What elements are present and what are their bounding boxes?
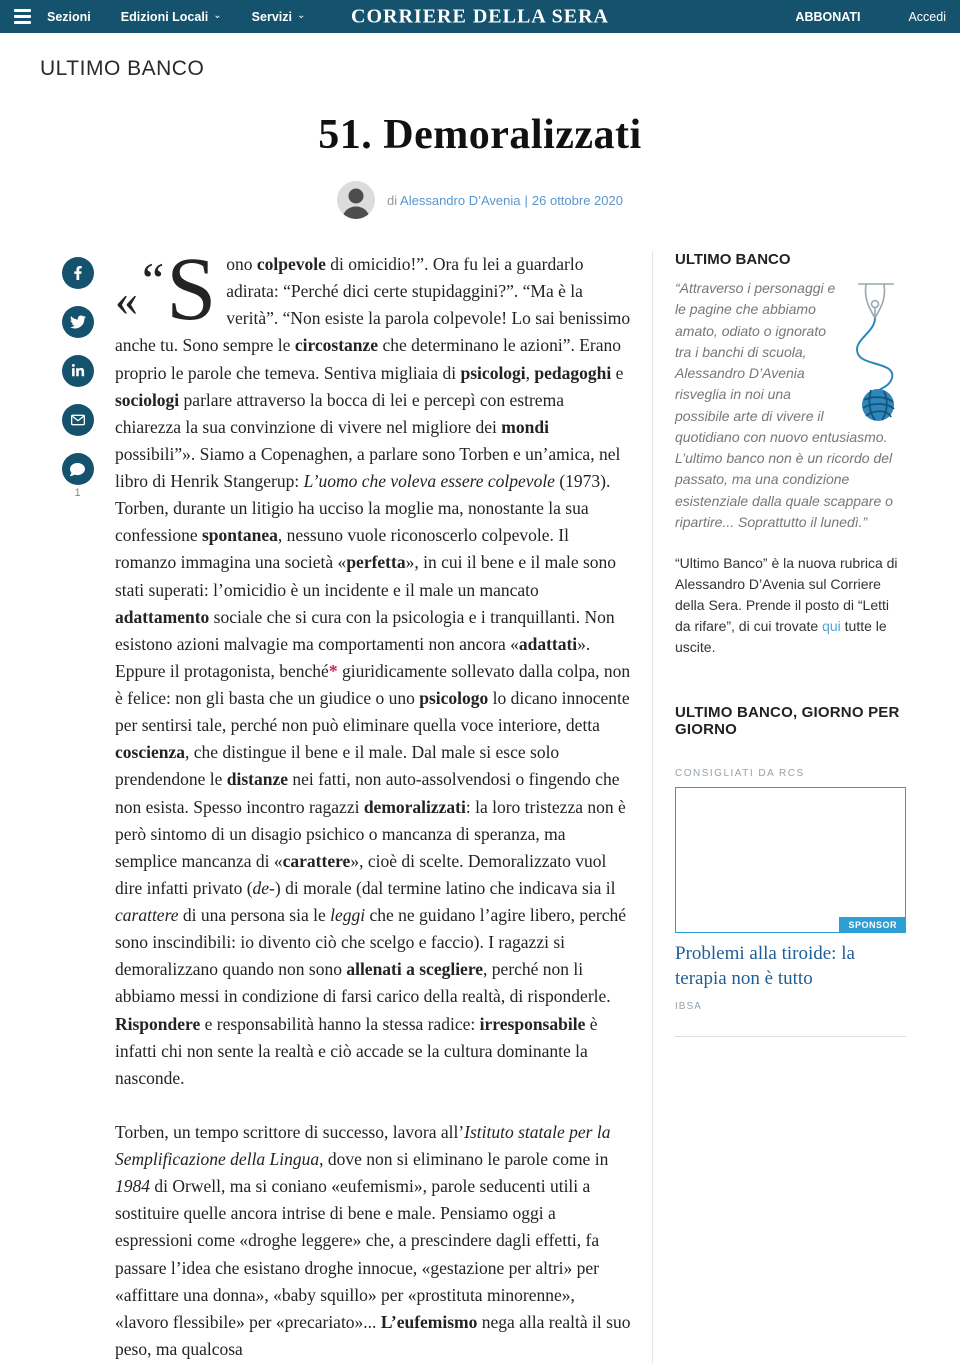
about-text-after: tutte le uscite. [675, 618, 887, 656]
author-link[interactable]: Alessandro D’Avenia [400, 192, 521, 208]
nav-item-servizi[interactable] [252, 10, 306, 24]
chevron-down-icon: ⌄ [213, 10, 222, 21]
top-navigation-bar [0, 0, 960, 33]
ad-kicker: CONSIGLIATI DA RCS [675, 768, 805, 780]
drop-cap-letter: S [166, 240, 217, 339]
qui-link[interactable]: qui [822, 618, 841, 635]
linkedin-share-button[interactable] [62, 355, 94, 387]
byline [40, 181, 920, 219]
drop-cap [115, 240, 217, 339]
facebook-share-button[interactable] [62, 257, 94, 289]
page-container [0, 57, 960, 1363]
comments-widget [62, 453, 94, 499]
sponsored-content-block [675, 768, 906, 1036]
content-row [40, 240, 920, 1363]
sidebar-section-heading: ULTIMO BANCO, GIORNO PER GIORNO [675, 704, 900, 739]
article-paragraph [115, 240, 632, 1092]
author-portrait-placeholder [337, 181, 375, 219]
nav-item-sezioni[interactable] [47, 10, 91, 24]
comment-count[interactable]: 1 [74, 487, 81, 499]
comments-icon [70, 462, 85, 477]
byline-prefix: di [387, 192, 398, 208]
linkedin-icon [71, 364, 85, 378]
rubric-title: ULTIMO BANCO [675, 251, 791, 268]
corriere-della-sera-logo[interactable]: CORRIERE DELLA SERA [351, 5, 609, 27]
section-eyebrow[interactable]: ULTIMO BANCO [40, 57, 205, 80]
email-share-button[interactable] [62, 404, 94, 436]
accedi-link[interactable]: Accedi [908, 9, 946, 24]
facebook-icon [71, 266, 85, 280]
sidebar-divider [675, 1036, 906, 1037]
nav-left-group [14, 9, 305, 24]
paragraph-text: ono colpevole di omicidio!”. Ora fu lei a guardarlo adirata: “Perché dici certe stupidaggini?”. “Ma è la verità”. “Non esiste la parola colpevole! Lo sai benissimo anche tu. Sono sempre le circostanze che determinano le azioni”. Erano proprio le parole che temeva. Sentiva migliaia di psicologi, pedagoghi e sociologi parlare attraverso la bocca di lei e percepì con estrema chiarezza la sua convinzione di vivere nel migliore dei mondi possibili”». Siamo a Copenaghen, a parlare sono Torben e un’amica, nel libro di Henrik Stangerup: L’uomo che voleva essere colpevole (1973). Torben, durante un litigio ha ucciso la moglie ma, nonostante la sua confessione spontanea, nessuno vuole riconoscerlo colpevole. Il romanzo immagina una società «perfetta», in cui il bene e il male sono stati superati: l’omicidio è un incidente e il male un mancato adattamento sociale che si cura con la psicologia e i tranquillanti. Non esistono azioni malvagie ma comportamenti non ancora «adattati». Eppure il protagonista, benché* giuridicamente sollevato dalla colpa, non è felice: non gli basta che un giudice o uno psicologo lo dicano innocente per sentirsi tale, perché non può eliminare quella voce interiore, detta coscienza, che distingue il bene e il male. Dal male si esce solo prendendone le distanze nei fatti, non auto-assolvendosi o fingendo che non esista. Spesso incontro ragazzi demoralizzati: la loro tristezza non è però sintomo di un disagio psichico o mancanza di speranza, ma semplice mancanza di «carattere», cioè di scelte. Demoralizzato vuol dire infatti privato (de-) di morale (dal termine latino che indicava sia il carattere di una persona sia le leggi che ne guidano l’agire libero, perché sono inscindibili: io divento ciò che scelgo e faccio). I ragazzi si demoralizzano quando non sono allenati a scegliere, perché non li abbiamo messi in condizione di farsi carico della realtà, di risponderle. Rispondere e responsabilità hanno la stessa radice: irresponsabile è infatti chi non sente la realtà e ciò accade se la cultura dominante la nasconde. [115, 254, 631, 1088]
nav-right-group [795, 10, 946, 24]
email-icon [70, 412, 86, 428]
author-avatar[interactable] [337, 181, 375, 219]
chevron-down-icon: ⌄ [296, 10, 306, 21]
open-quote: “ [142, 252, 165, 308]
article-title: 51. Demoralizzati [318, 112, 642, 158]
about-text-before: “Ultimo Banco” è la nuova rubrica di Alessandro D’Avenia sul Corriere della Sera. Prende il posto di “Letti da rifare”, di cui trovate [675, 555, 898, 635]
twitter-icon [70, 314, 86, 330]
twitter-share-button[interactable] [62, 306, 94, 338]
nav-sezioni-label: Sezioni [47, 9, 91, 24]
nav-edizioni-label: Edizioni Locali [120, 9, 209, 24]
open-guillemet: « [115, 274, 138, 325]
ad-advertiser-name: IBSA [675, 1000, 702, 1012]
comments-button[interactable] [62, 453, 94, 485]
byline-separator: | [524, 192, 528, 208]
article-body [115, 240, 632, 1363]
byline-text [387, 193, 623, 208]
nav-item-edizioni-locali[interactable] [121, 10, 222, 24]
article-paragraph: Torben, un tempo scrittore di successo, lavora all’Istituto statale per la Semplificazione della Lingua, dove non si eliminano le parole come in 1984 di Orwell, ma si coniano «eufemismi», parole seducenti utili a sostituire quelle ancora intrise di bene e male. Pensiamo oggi a espressioni come «droghe leggere» che, a prescindere dagli effetti, fa passare l’idea che esistano droghe innocue, «gestazione per altri» per «affittare una donna», «baby squillo» per «prostituta minorenne», «lavoro flessibile» per «precariato»... L’eufemismo nega alla realtà il suo peso, ma qualcosa [115, 1121, 631, 1359]
ad-headline-link[interactable]: Problemi alla tiroide: la terapia non è tutto [675, 943, 855, 989]
rubric-description: “Attraverso i personaggi e le pagine che abbiamo amato, odiato o ignorato tra i banchi di scuola, Alessandro D’Avenia risveglia in noi una possibile arte di vivere il quotidiano con nuovo entusiasmo. L’ultimo banco non è un ricordo del passato, ma una condizione esistenziale dalla quale scappare o ripartire... Soprattutto il lunedì.” [675, 280, 893, 530]
ad-image-frame[interactable] [675, 787, 906, 933]
nav-servizi-label: Servizi [251, 9, 292, 24]
abbonati-link[interactable]: ABBONATI [795, 9, 861, 24]
pen-yarn-illustration-icon [844, 278, 906, 426]
rubric-info-box [675, 251, 906, 533]
social-share-rail [40, 251, 115, 1363]
rubric-about [675, 553, 906, 658]
article-date: 26 ottobre 2020 [531, 192, 623, 208]
sponsor-badge[interactable]: SPONSOR [839, 917, 906, 933]
sidebar [653, 251, 920, 1363]
hamburger-menu-icon[interactable] [14, 9, 31, 24]
